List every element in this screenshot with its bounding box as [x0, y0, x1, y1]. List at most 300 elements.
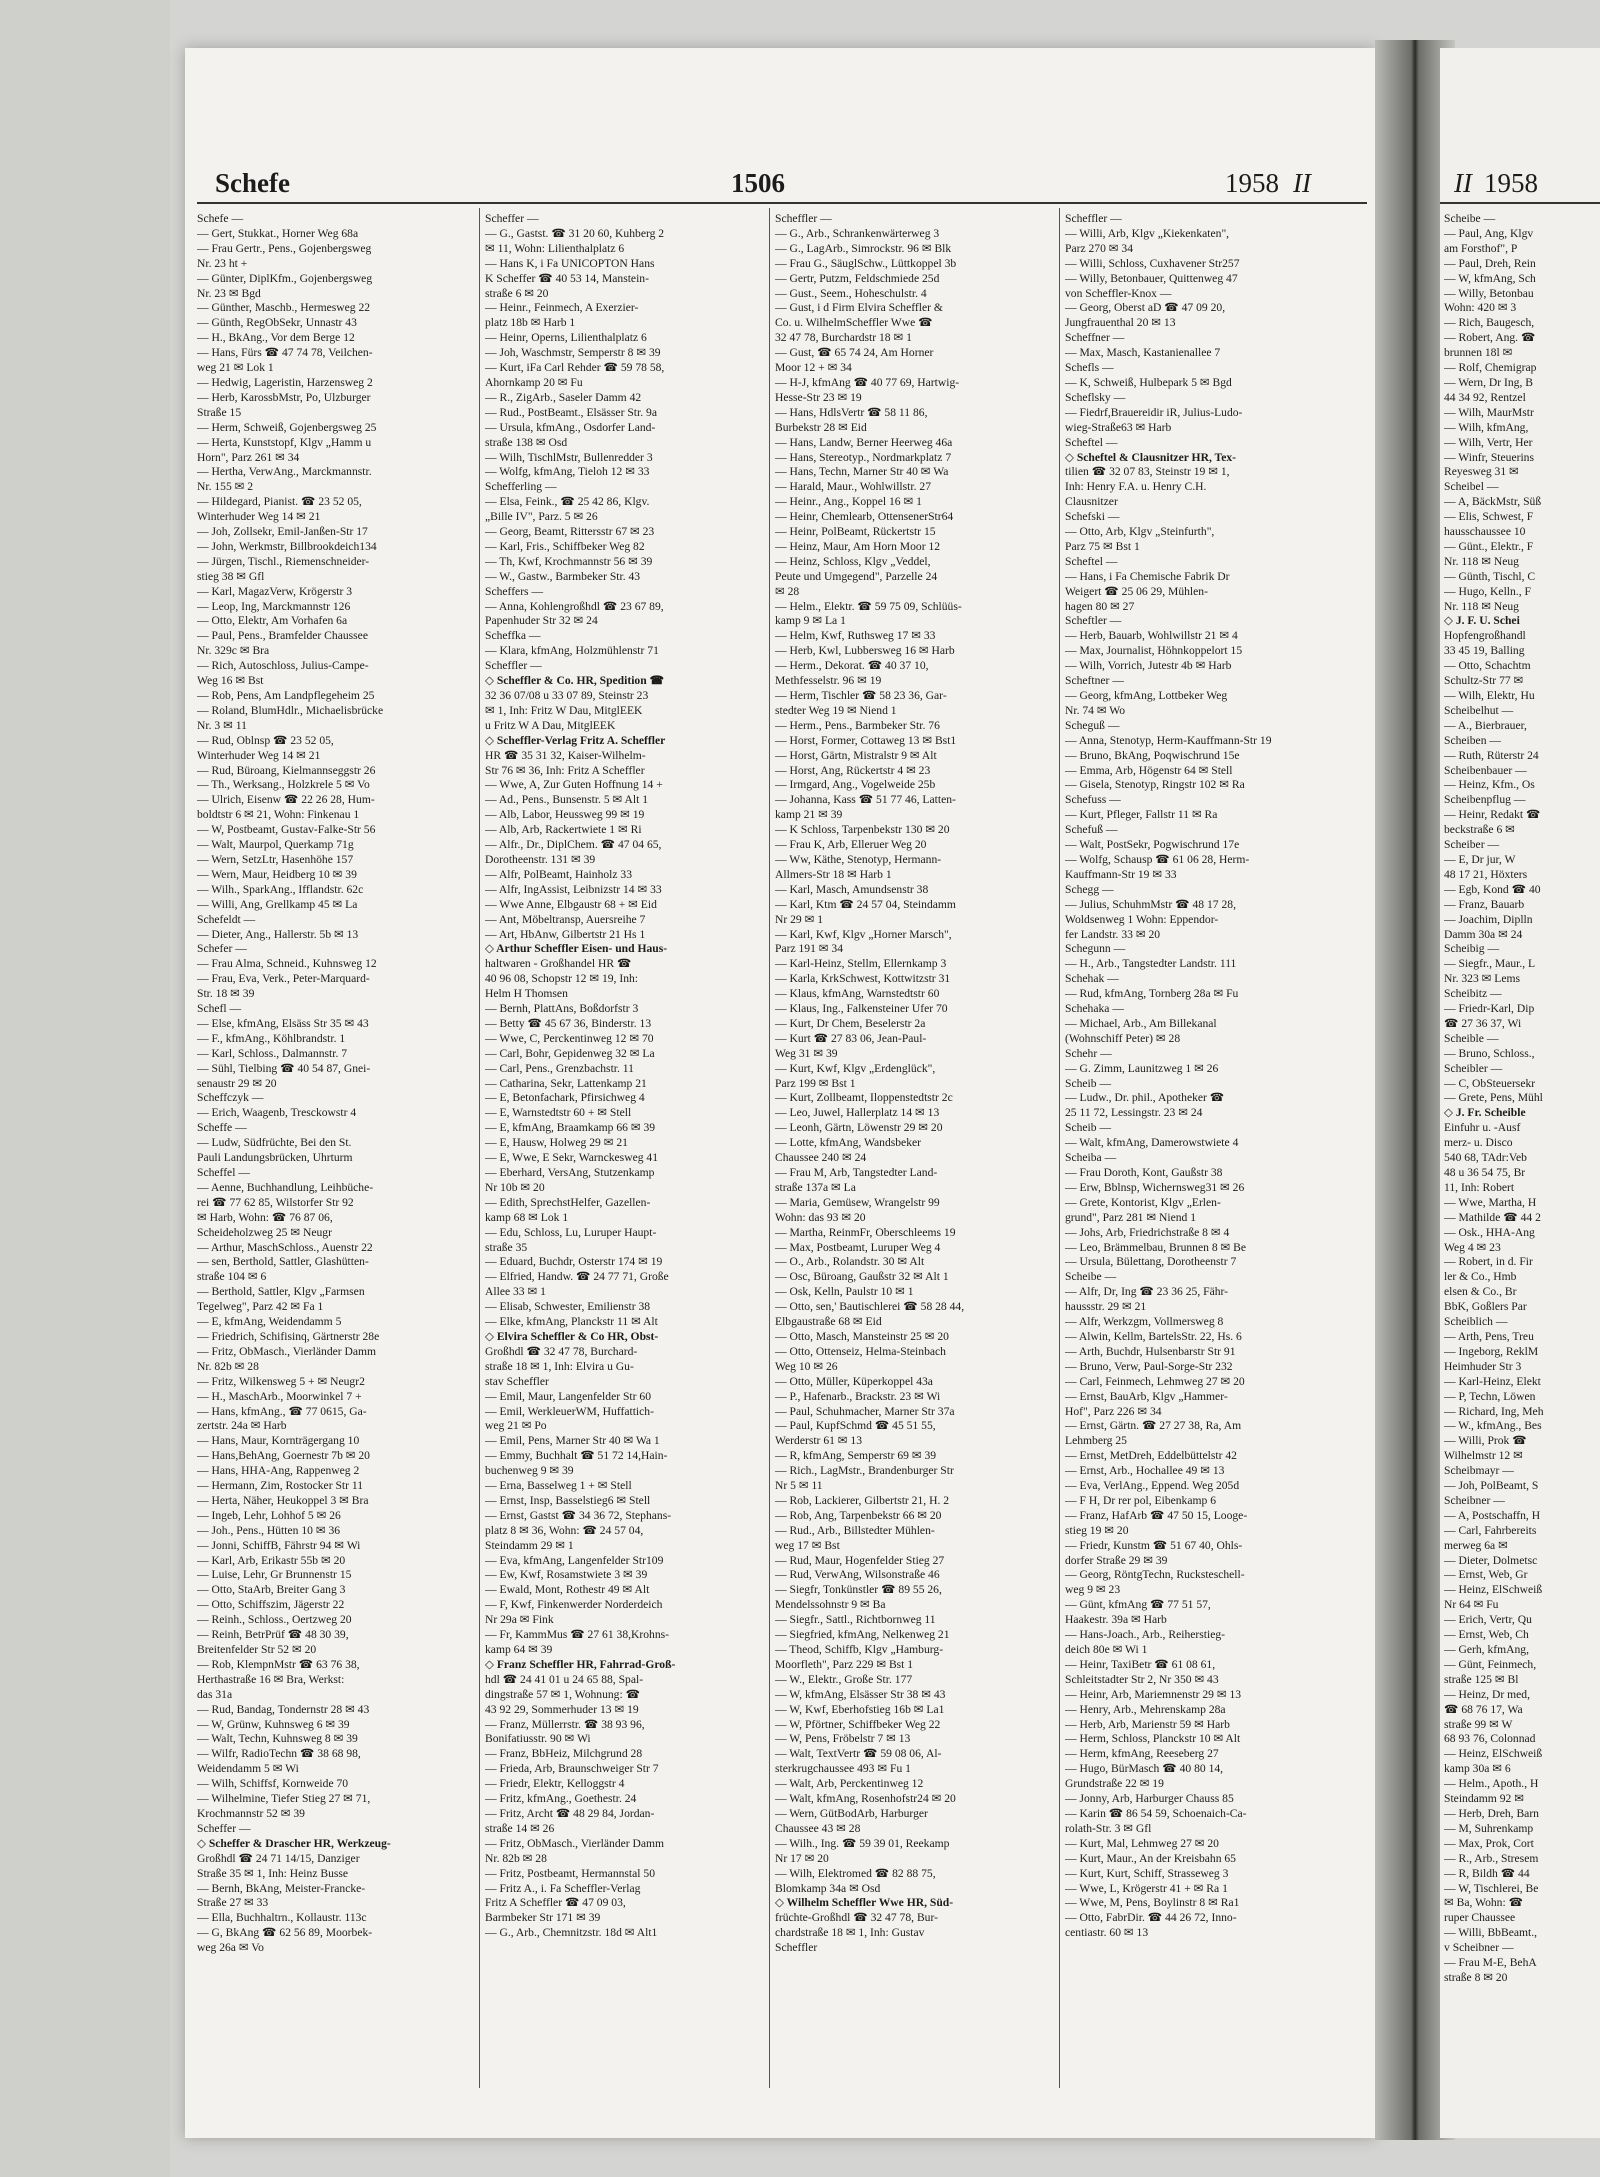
directory-entry-line: — W, Kwf, Eberhofstieg 16b ✉ La1: [775, 1702, 945, 1716]
directory-entry-line: — Klara, kfmAng, Holzmühlenstr 71: [485, 644, 659, 658]
directory-entry-line: — Max, Journalist, Höhnkoppelort 15: [1065, 644, 1243, 658]
directory-entry-line: straße 137a ✉ La: [775, 1180, 856, 1194]
directory-entry-line: straße 138 ✉ Osd: [485, 435, 568, 449]
directory-entry-line: merweg 6a ✉: [1444, 1538, 1508, 1552]
directory-entry-line: — Betty ☎ 45 67 36, Binderstr. 13: [485, 1016, 652, 1030]
directory-entry-line: — Reinh., Schloss., Oertzweg 20: [197, 1613, 352, 1627]
directory-entry-line: — Rud, VerwAng, Wilsonstraße 46: [775, 1568, 940, 1582]
directory-entry-line: Haakestr. 39a ✉ Harb: [1065, 1613, 1167, 1627]
directory-entry-line: — Wilhelmine, Tiefer Stieg 27 ✉ 71,: [197, 1792, 371, 1806]
directory-entry-line: haussstr. 29 ✉ 21: [1065, 1300, 1147, 1314]
directory-entry-line: Winterhuder Weg 14 ✉ 21: [197, 510, 321, 524]
directory-entry-line: — Harald, Maur., Wohlwillstr. 27: [775, 480, 931, 494]
directory-entry-line: — Alfr., Dr., DiplChem. ☎ 47 04 65,: [485, 838, 662, 852]
directory-entry-line: — Rich, Autoschloss, Julius-Campe-: [197, 659, 369, 673]
directory-entry-line: — Carl, Feinmech, Lehmweg 27 ✉ 20: [1065, 1374, 1245, 1388]
directory-entry-line: — Max, Masch, Kastanienallee 7: [1065, 346, 1221, 360]
directory-entry-line: — Franz, Müllerrstr. ☎ 38 93 96,: [485, 1717, 645, 1731]
directory-entry-line: Blomkamp 34a ✉ Osd: [775, 1881, 881, 1895]
directory-entry-line: — F., kfmAng., Köhlbrandstr. 1: [197, 1031, 346, 1045]
directory-entry-line: 44 34 92, Rentzel: [1444, 390, 1526, 404]
directory-entry-line: „Bille IV", Parz. 5 ✉ 26: [485, 510, 598, 524]
surname-heading: Scheib —: [1065, 1121, 1112, 1135]
surname-heading: Scheible —: [1444, 1031, 1499, 1045]
directory-entry-line: Hopfengroßhandl: [1444, 629, 1526, 643]
surname-heading: Scheffler —: [775, 212, 832, 225]
directory-entry-line: — Ursula, kfmAng., Osdorfer Land-: [485, 420, 656, 434]
directory-entry-line: — Ant, Möbeltransp, Auersreihe 7: [485, 912, 646, 926]
directory-entry-line: — K, Schweiß, Hulbepark 5 ✉ Bgd: [1065, 375, 1232, 389]
surname-heading: v Scheibner —: [1444, 1941, 1514, 1955]
directory-entry-line: — W, Grünw, Kuhnsweg 6 ✉ 39: [197, 1717, 350, 1731]
directory-entry-line: — Karl-Heinz, Elekt: [1444, 1374, 1541, 1388]
directory-entry-line: straße 35: [485, 1240, 528, 1254]
directory-entry-line: Nr 17 ✉ 20: [775, 1851, 829, 1865]
directory-entry-line: Nr. 74 ✉ Wo: [1065, 703, 1126, 717]
directory-entry-line: — Emil, Pens, Marner Str 40 ✉ Wa 1: [485, 1434, 660, 1448]
directory-entry-line: — E, kfmAng, Braamkamp 66 ✉ 39: [485, 1121, 656, 1135]
directory-entry-line: — Ernst, MetDreh, Eddelbüttelstr 42: [1065, 1449, 1237, 1463]
directory-entry-line: Allee 33 ✉ 1: [485, 1285, 546, 1299]
directory-entry-line: — Fiedrf,Brauereidir iR, Julius-Ludo-: [1065, 405, 1243, 419]
directory-entry-line: — Aenne, Buchhandlung, Leihbüche-: [197, 1180, 374, 1194]
directory-entry-line: — R., Arb., Stresem: [1444, 1851, 1539, 1865]
directory-entry-line: ☎ 68 76 17, Wa: [1444, 1702, 1523, 1716]
page-header-year: 1958: [1225, 168, 1279, 198]
directory-entry-line: — Wwe, Martha, H: [1444, 1195, 1537, 1209]
directory-entry-line: — Anna, Stenotyp, Herm-Kauffmann-Str 19: [1065, 733, 1272, 747]
directory-entry-line: Barmbeker Str 171 ✉ 39: [485, 1911, 601, 1925]
directory-entry-line: — Willi, Schloss, Cuxhavener Str257: [1065, 256, 1240, 270]
directory-entry-line: — Alfr, Werkzgm, Vollmersweg 8: [1065, 1315, 1224, 1329]
directory-entry-line: straße 125 ✉ Bl: [1444, 1672, 1519, 1686]
directory-entry-line: — Willi, Ang, Grellkamp 45 ✉ La: [197, 897, 358, 911]
directory-entry-line: Weg 4 ✉ 23: [1444, 1240, 1501, 1254]
directory-entry-line: — Wolfg, kfmAng, Tieloh 12 ✉ 33: [485, 465, 650, 479]
directory-entry-line: ◇ Scheffler & Co. HR, Spedition ☎: [485, 674, 665, 688]
directory-entry-line: — Hans, Landw, Berner Heerweg 46a: [775, 435, 953, 449]
directory-column-2: [485, 212, 760, 2082]
next-page-volume: II: [1454, 168, 1472, 198]
directory-entry-line: — Johs, Arb, Friedrichstraße 8 ✉ 4: [1065, 1225, 1230, 1239]
directory-entry-line: Straße 15: [197, 405, 242, 419]
directory-entry-line: — Leonh, Gärtn, Löwenstr 29 ✉ 20: [775, 1121, 943, 1135]
directory-entry-line: — Walt, kfmAng, Rosenhofstr24 ✉ 20: [775, 1792, 956, 1806]
directory-entry-line: — Heinr, Operns, Lilienthalplatz 6: [485, 331, 647, 345]
directory-entry-line: ruper Chaussee: [1444, 1911, 1516, 1925]
directory-entry-line: Kauffmann-Str 19 ✉ 33: [1065, 867, 1177, 881]
directory-entry-line: Steindamm 92 ✉: [1444, 1792, 1524, 1806]
directory-entry-line: — Walt, Techn, Kuhnsweg 8 ✉ 39: [197, 1732, 358, 1746]
directory-entry-line: Nr 10b ✉ 20: [485, 1180, 545, 1194]
surname-heading: Scheftner —: [1065, 674, 1124, 688]
directory-entry-line: — Karl, Ktm ☎ 24 57 04, Steindamm: [775, 897, 956, 911]
directory-entry-line: Fritz A Scheffler ☎ 47 09 03,: [485, 1896, 626, 1910]
directory-entry-line: — Eberhard, VersAng, Stutzenkamp: [485, 1166, 655, 1179]
surname-heading: Schefl —: [197, 1002, 242, 1016]
column-divider: [769, 208, 770, 2088]
directory-entry-line: — Ernst, Gärtn. ☎ 27 27 38, Ra, Am: [1065, 1419, 1242, 1433]
directory-entry-line: — Elfried, Handw. ☎ 24 77 71, Große: [485, 1270, 669, 1284]
directory-entry-line: — Wern, Maur, Heidberg 10 ✉ 39: [197, 867, 357, 881]
surname-heading: Scheffka —: [485, 629, 541, 643]
directory-entry-line: — Horst, Ang, Rückertstr 4 ✉ 23: [775, 763, 931, 777]
directory-entry-line: — Karin ☎ 86 54 59, Schoenaich-Ca-: [1065, 1806, 1247, 1820]
directory-column-4: [1065, 212, 1365, 2082]
directory-entry-line: — Wilh., Ing. ☎ 59 39 01, Reekamp: [775, 1836, 950, 1850]
directory-entry-line: — Gert, Stukkat., Horner Weg 68a: [197, 226, 359, 240]
directory-entry-line: — Joh., Pens., Hütten 10 ✉ 36: [197, 1523, 341, 1537]
column-divider: [479, 208, 480, 2088]
surname-heading: Scheibig —: [1444, 942, 1500, 956]
header-rule: [197, 202, 1367, 204]
directory-entry-line: — Karl, Kwf, Klgv „Horner Marsch",: [775, 927, 952, 941]
directory-entry-line: — Walt, PostSekr, Pogwischrund 17e: [1065, 838, 1240, 852]
surname-heading: Schehak —: [1065, 972, 1119, 986]
directory-entry-line: — Lotte, kfmAng, Wandsbeker: [775, 1136, 921, 1150]
directory-entry-line: — Mathilde ☎ 44 2: [1444, 1210, 1541, 1224]
directory-entry-line: Weigert ☎ 25 06 29, Mühlen-: [1065, 584, 1208, 598]
directory-entry-line: — H-J, kfmAng ☎ 40 77 69, Hartwig-: [775, 375, 960, 389]
surname-heading: Schefuss —: [1065, 793, 1121, 807]
directory-entry-line: — Gisela, Stenotyp, Ringstr 102 ✉ Ra: [1065, 778, 1245, 792]
directory-entry-line: — Luise, Lehr, Gr Brunnenstr 15: [197, 1568, 352, 1582]
directory-entry-line: — Heinr., Feinmech, A Exerzier-: [485, 301, 639, 315]
directory-entry-line: — Hans, kfmAng., ☎ 77 0615, Ga-: [197, 1404, 367, 1418]
directory-entry-line: — Georg, kfmAng, Lottbeker Weg: [1065, 689, 1228, 702]
scan-background-left: [0, 0, 170, 2177]
directory-entry-line: — Heinr., Ang., Koppel 16 ✉ 1: [775, 495, 922, 509]
surname-heading: Scheiba —: [1065, 1151, 1117, 1165]
directory-entry-line: — Fritz, ObMasch., Vierländer Damm: [197, 1344, 377, 1358]
directory-entry-line: — Otto, sen,' Bautischlerei ☎ 58 28 44,: [775, 1300, 965, 1314]
surname-heading: Scheiben —: [1444, 733, 1501, 747]
directory-entry-line: stieg 38 ✉ Gfl: [197, 569, 265, 583]
surname-heading: Scheflsky —: [1065, 390, 1126, 404]
directory-entry-line: — Klaus, kfmAng, Warnstedtstr 60: [775, 987, 940, 1001]
directory-entry-line: — Rob, KlempnMstr ☎ 63 76 38,: [197, 1657, 360, 1671]
directory-entry-line: — O., Arb., Rolandstr. 30 ✉ Alt: [775, 1255, 925, 1269]
directory-entry-line: — Elsa, Feink., ☎ 25 42 86, Klgv.: [485, 495, 650, 509]
directory-entry-line: ler & Co., Hmb: [1444, 1270, 1517, 1284]
directory-column-3: [775, 212, 1050, 2082]
directory-entry-line: — Wilh, kfmAng,: [1444, 420, 1529, 434]
directory-entry-line: — Wilh., SparkAng., Ifflandstr. 62c: [197, 882, 364, 896]
directory-entry-line: — Ad., Pens., Bunsenstr. 5 ✉ Alt 1: [485, 793, 649, 807]
directory-entry-line: — Wilh, Elektr, Hu: [1444, 689, 1535, 702]
directory-entry-line: — Arthur, MaschSchloss., Auenstr 22: [197, 1240, 373, 1254]
directory-entry-line: — Willi, BbBeamt.,: [1444, 1926, 1538, 1940]
directory-entry-line: Nr 29 ✉ 1: [775, 912, 824, 926]
directory-entry-line: — Herb, Dreh, Barn: [1444, 1806, 1539, 1820]
directory-entry-line: — Gust., Seem., Hoheschulstr. 4: [775, 286, 927, 300]
directory-entry-line: — Wwe, A, Zur Guten Hoffnung 14 +: [485, 778, 663, 792]
directory-entry-line: Krochmannstr 52 ✉ 39: [197, 1806, 305, 1820]
directory-entry-line: — Hildegard, Pianist. ☎ 23 52 05,: [197, 495, 362, 509]
directory-entry-line: ◇ Franz Scheffler HR, Fahrrad-Groß-: [485, 1657, 676, 1671]
directory-entry-line: — Paul, Ang, Klgv: [1444, 226, 1534, 240]
directory-entry-line: boldtstr 6 ✉ 21, Wohn: Finkenau 1: [197, 808, 360, 822]
directory-entry-line: Grundstraße 22 ✉ 19: [1065, 1777, 1164, 1791]
directory-entry-line: — Heinr, PolBeamt, Rückertstr 15: [775, 525, 936, 539]
directory-entry-line: — Erw, Bblnsp, Wichernsweg31 ✉ 26: [1065, 1180, 1245, 1194]
directory-entry-line: stav Scheffler: [485, 1374, 549, 1388]
directory-entry-line: — Fritz, Archt ☎ 48 29 84, Jordan-: [485, 1806, 655, 1820]
directory-entry-line: — Ella, Buchhaltrn., Kollaustr. 113c: [197, 1911, 367, 1925]
directory-entry-line: centiastr. 60 ✉ 13: [1065, 1926, 1149, 1940]
directory-entry-line: — Julius, SchuhmMstr ☎ 48 17 28,: [1065, 897, 1236, 911]
directory-entry-line: Weg 31 ✉ 39: [775, 1046, 838, 1060]
directory-entry-line: — Emmy, Buchhalt ☎ 51 72 14,Hain-: [485, 1449, 668, 1463]
directory-entry-line: — Alwin, Kellm, BartelsStr. 22, Hs. 6: [1065, 1329, 1242, 1343]
directory-entry-line: — Wwe, L, Krögerstr 41 + ✉ Ra 1: [1065, 1881, 1228, 1895]
directory-entry-line: weg 21 ✉ Lok 1: [197, 361, 274, 375]
directory-entry-line: — A, Postschaffn, H: [1444, 1508, 1541, 1522]
directory-entry-line: — Heinz, ElSchweiß: [1444, 1747, 1543, 1761]
surname-heading: Scheftel —: [1065, 554, 1118, 568]
directory-entry-line: Schultz-Str 77 ✉: [1444, 674, 1524, 688]
surname-heading: Schegunn —: [1065, 942, 1126, 956]
directory-entry-line: hdl ☎ 24 41 01 u 24 65 88, Spal-: [485, 1672, 644, 1686]
directory-entry-line: BbK, Goßlers Par: [1444, 1300, 1527, 1314]
directory-entry-line: — Hans, HHA-Ang, Rappenweg 2: [197, 1464, 360, 1478]
directory-entry-line: — Kurt, Mal, Lehmweg 27 ✉ 20: [1065, 1836, 1219, 1850]
directory-entry-line: — E, Betonfachark, Pfirsichweg 4: [485, 1091, 645, 1105]
directory-entry-line: — Kurt, Dr Chem, Beselerstr 2a: [775, 1016, 926, 1030]
directory-entry-line: Nr. 118 ✉ Neug: [1444, 554, 1519, 568]
directory-entry-line: — Max, Postbeamt, Luruper Weg 4: [775, 1240, 941, 1254]
directory-entry-line: — Ludw, Südfrüchte, Bei den St.: [197, 1136, 352, 1150]
directory-entry-line: straße 14 ✉ 26: [485, 1821, 555, 1835]
directory-entry-line: — Else, kfmAng, Elsäss Str 35 ✉ 43: [197, 1016, 369, 1030]
directory-entry-line: — Frau Alma, Schneid., Kuhnsweg 12: [197, 957, 377, 971]
directory-entry-line: — Emil, Maur, Langenfelder Str 60: [485, 1389, 651, 1403]
directory-entry-line: — Rolf, Chemigrap: [1444, 361, 1537, 375]
directory-entry-line: — Willi, Prok ☎: [1444, 1434, 1527, 1448]
directory-entry-line: deich 80e ✉ Wi 1: [1065, 1643, 1148, 1656]
directory-entry-line: — Franz, BbHeiz, Milchgrund 28: [485, 1747, 643, 1761]
directory-entry-line: — Friedr, Kunstm ☎ 51 67 40, Ohls-: [1065, 1538, 1243, 1552]
directory-entry-line: — Bruno, Verw, Paul-Sorge-Str 232: [1065, 1359, 1233, 1373]
directory-entry-line: Heimhuder Str 3: [1444, 1359, 1522, 1373]
surname-heading: Scheftel —: [1065, 435, 1118, 449]
directory-entry-line: — Bernh, BkAng, Meister-Francke-: [197, 1881, 366, 1895]
surname-heading: Scheibelhut —: [1444, 703, 1514, 717]
directory-entry-line: — Günter, DiplKfm., Gojenbergsweg: [197, 271, 373, 285]
directory-entry-line: — Bruno, Schloss.,: [1444, 1046, 1535, 1060]
directory-entry-line: Nr. 82b ✉ 28: [485, 1851, 547, 1865]
surname-heading: Scheftler —: [1065, 614, 1122, 628]
directory-entry-line: — Otto, Schachtm: [1444, 659, 1531, 673]
directory-entry-line: — Rob, Lackierer, Gilbertstr 21, H. 2: [775, 1493, 950, 1507]
directory-entry-line: — Rich., LagMstr., Brandenburger Str: [775, 1464, 954, 1478]
directory-entry-line: — A, BäckMstr, Süß: [1444, 495, 1542, 509]
directory-entry-line: — Alfr, PolBeamt, Hainholz 33: [485, 867, 633, 881]
directory-entry-line: — Erich, Waagenb, Tresckowstr 4: [197, 1106, 357, 1120]
directory-entry-line: — Willi, Arb, Klgv „Kiekenkaten",: [1065, 226, 1230, 240]
directory-entry-line: — Otto, Schiffszim, Jägerstr 22: [197, 1598, 345, 1612]
directory-entry-line: — Otto, StaArb, Breiter Gang 3: [197, 1583, 346, 1597]
surname-heading: von Scheffler-Knox —: [1065, 286, 1172, 300]
directory-entry-line: fer Landstr. 33 ✉ 20: [1065, 927, 1161, 941]
directory-entry-line: — Theod, Schiffb, Klgv „Hamburg-: [775, 1643, 944, 1656]
directory-entry-line: — Kurt ☎ 27 83 06, Jean-Paul-: [775, 1031, 927, 1045]
directory-entry-line: Großhdl ☎ 32 47 78, Burchard-: [485, 1344, 638, 1358]
directory-entry-line: Nr. 82b ✉ 28: [197, 1359, 259, 1373]
directory-entry-line: hausschaussee 10: [1444, 525, 1526, 539]
directory-entry-line: — Robert, Ang. ☎: [1444, 331, 1536, 345]
surname-heading: Scheffner —: [1065, 331, 1125, 345]
directory-entry-line: — Hugo, BürMasch ☎ 40 80 14,: [1065, 1762, 1224, 1776]
directory-entry-line: ◇ Elvira Scheffler & Co HR, Obst-: [485, 1329, 659, 1343]
directory-entry-line: kamp 21 ✉ 39: [775, 808, 843, 822]
directory-entry-line: — Hans,BehAng, Goernestr 7b ✉ 20: [197, 1449, 370, 1463]
directory-entry-line: — Eduard, Buchdr, Osterstr 174 ✉ 19: [485, 1255, 663, 1269]
directory-entry-line: — Dieter, Dolmetsc: [1444, 1553, 1538, 1567]
directory-entry-line: — H., MaschArb., Moorwinkel 7 +: [197, 1389, 362, 1403]
directory-entry-line: — Paul, Schuhmacher, Marner Str 37a: [775, 1404, 955, 1418]
directory-entry-line: straße 18 ✉ 1, Inh: Elvira u Gu-: [485, 1359, 634, 1373]
directory-entry-line: — W, Tischlerei, Be: [1444, 1881, 1539, 1895]
directory-entry-line: Straße 35 ✉ 1, Inh: Heinz Busse: [197, 1866, 349, 1880]
directory-entry-line: — Heinz, Kfm., Os: [1444, 778, 1535, 792]
directory-entry-line: — Franz, Bauarb: [1444, 897, 1525, 911]
directory-entry-line: — Wern, Dr Ing, B: [1444, 375, 1534, 389]
surname-heading: Scheiblich —: [1444, 1315, 1508, 1329]
directory-entry-line: — Alb, Arb, Rackertwiete 1 ✉ Ri: [485, 823, 642, 837]
directory-entry-line: 48 u 36 54 75, Br: [1444, 1166, 1526, 1179]
directory-entry-line: früchte-Großhdl ☎ 32 47 78, Bur-: [775, 1911, 938, 1925]
directory-entry-line: — Otto, Masch, Mansteinstr 25 ✉ 20: [775, 1329, 949, 1343]
directory-entry-line: — Helm, Kwf, Ruthsweg 17 ✉ 33: [775, 629, 936, 643]
directory-entry-line: Chaussee 43 ✉ 28: [775, 1821, 861, 1835]
directory-entry-line: — Roland, BlumHdlr., Michaelisbrücke: [197, 703, 384, 717]
directory-entry-line: Horn", Parz 261 ✉ 34: [197, 450, 300, 464]
directory-entry-line: Nr 64 ✉ Fu: [1444, 1598, 1499, 1612]
directory-entry-line: K Scheffer ☎ 40 53 14, Manstein-: [485, 271, 649, 285]
directory-entry-line: — Kurt, Maur., An der Kreisbahn 65: [1065, 1851, 1236, 1865]
directory-entry-line: — Carl, Fahrbereits: [1444, 1523, 1537, 1537]
directory-entry-line: — Wwe, C, Perckentinweg 12 ✉ 70: [485, 1031, 654, 1045]
surname-heading: Scheguß —: [1065, 718, 1120, 732]
directory-entry-line: — Osc, Büroang, Gaußstr 32 ✉ Alt 1: [775, 1270, 949, 1284]
directory-entry-line: zertstr. 24a ✉ Harb: [197, 1419, 287, 1433]
directory-entry-line: ◇ Scheftel & Clausnitzer HR, Tex-: [1065, 450, 1237, 464]
directory-entry-line: — Winfr, Steuerins: [1444, 450, 1534, 464]
directory-entry-line: — Paul, KupfSchmd ☎ 45 51 55,: [775, 1419, 936, 1433]
directory-entry-line: — Alfr, IngAssist, Leibnizstr 14 ✉ 33: [485, 882, 662, 896]
directory-entry-line: — Gust, i d Firm Elvira Scheffler &: [775, 301, 943, 315]
directory-entry-line: ◇ J. F. U. Schei: [1444, 614, 1520, 628]
directory-entry-line: — Wilfr, RadioTechn ☎ 38 68 98,: [197, 1747, 361, 1761]
directory-entry-line: Methfesselstr. 96 ✉ 19: [775, 674, 882, 688]
directory-entry-line: tilien ☎ 32 07 83, Steinstr 19 ✉ 1,: [1065, 465, 1230, 479]
directory-entry-line: Ahornkamp 20 ✉ Fu: [485, 375, 583, 389]
directory-entry-line: 43 92 29, Sommerhuder 13 ✉ 19: [485, 1702, 639, 1716]
directory-entry-line: weg 9 ✉ 23: [1065, 1583, 1121, 1597]
directory-entry-line: — Gust, ☎ 65 74 24, Am Horner: [775, 346, 934, 360]
directory-entry-line: — Berthold, Sattler, Klgv „Farmsen: [197, 1285, 365, 1299]
directory-entry-line: — Henry, Arb., Mehrenskamp 28a: [1065, 1702, 1226, 1716]
directory-entry-line: ✉ 11, Wohn: Lilienthalplatz 6: [485, 241, 625, 255]
directory-entry-line: — F, Kwf, Finkenwerder Norderdeich: [485, 1598, 663, 1612]
directory-entry-line: — G., Gastst. ☎ 31 20 60, Kuhberg 2: [485, 226, 665, 240]
directory-entry-line: kamp 9 ✉ La 1: [775, 614, 846, 628]
directory-entry-line: — Hedwig, Lageristin, Harzensweg 2: [197, 375, 373, 389]
directory-entry-line: — Erna, Basselweg 1 + ✉ Stell: [485, 1479, 632, 1493]
directory-entry-line: — Max, Prok, Cort: [1444, 1836, 1534, 1850]
directory-entry-line: 32 36 07/08 u 33 07 89, Steinstr 23: [485, 689, 649, 702]
surname-heading: Scheffe —: [197, 1121, 247, 1135]
page-number: 1506: [731, 168, 785, 198]
directory-entry-line: brunnen 18l ✉: [1444, 346, 1513, 360]
directory-entry-line: — Joh, Waschmstr, Semperstr 8 ✉ 39: [485, 346, 661, 360]
directory-entry-line: Lehmberg 25: [1065, 1434, 1127, 1448]
directory-entry-line: — Rud., Arb., Billstedter Mühlen-: [775, 1523, 935, 1537]
directory-entry-line: Helm H Thomsen: [485, 987, 568, 1001]
directory-entry-line: — Siegfr., Maur., L: [1444, 957, 1536, 971]
directory-entry-line: — G, BkAng ☎ 62 56 89, Moorbek-: [197, 1926, 373, 1940]
directory-entry-line: — G., LagArb., Simrockstr. 96 ✉ Blk: [775, 241, 952, 255]
directory-entry-line: Großhdl ☎ 24 71 14/15, Danziger: [197, 1851, 360, 1865]
directory-entry-line: — Alb, Labor, Heussweg 99 ✉ 19: [485, 808, 645, 822]
surname-heading: Scheffers —: [485, 584, 544, 598]
directory-entry-line: — Günt., Elektr., F: [1444, 539, 1534, 553]
directory-entry-line: — M, Suhrenkamp: [1444, 1821, 1534, 1835]
directory-entry-line: wieg-Straße63 ✉ Harb: [1065, 420, 1172, 434]
directory-entry-line: Elbgaustraße 68 ✉ Eid: [775, 1315, 882, 1329]
directory-entry-line: — Kurt, Kurt, Schiff, Strasseweg 3: [1065, 1866, 1229, 1880]
directory-entry-line: — Kurt, Zollbeamt, Iloppenstedtstr 2c: [775, 1091, 953, 1105]
directory-entry-line: — E, Dr jur, W: [1444, 852, 1516, 866]
surname-heading: Scheffler —: [1065, 212, 1122, 225]
directory-entry-line: (Wohnschiff Peter) ✉ 28: [1065, 1031, 1181, 1045]
directory-entry-line: — Horst, Gärtn, Mistralstr 9 ✉ Alt: [775, 748, 937, 762]
directory-entry-line: — W, kfmAng, Elsässer Str 38 ✉ 43: [775, 1687, 946, 1701]
directory-entry-line: — Helm., Apoth., H: [1444, 1777, 1539, 1791]
directory-entry-line: straße 99 ✉ W: [1444, 1717, 1513, 1731]
directory-entry-line: weg 17 ✉ Bst: [775, 1538, 840, 1552]
directory-entry-line: — Sühl, Tielbing ☎ 40 54 87, Gnei-: [197, 1061, 371, 1075]
directory-entry-line: — G. Zimm, Launitzweg 1 ✉ 26: [1065, 1061, 1219, 1075]
directory-entry-line: — K Schloss, Tarpenbekstr 130 ✉ 20: [775, 823, 950, 837]
directory-entry-line: — Rud, Bandag, Tondernstr 28 ✉ 43: [197, 1702, 370, 1716]
directory-entry-line: — Joh, PolBeamt, S: [1444, 1479, 1539, 1493]
directory-entry-line: — Horst, Former, Cottaweg 13 ✉ Bst1: [775, 733, 957, 747]
directory-entry-line: — Ursula, Bülettang, Dorotheenstr 7: [1065, 1255, 1237, 1269]
directory-entry-line: haltwaren - Großhandel HR ☎: [485, 957, 632, 971]
directory-entry-line: — Ernst, Web, Gr: [1444, 1568, 1528, 1582]
directory-entry-line: kamp 30a ✉ 6: [1444, 1762, 1511, 1776]
directory-entry-line: — Ruth, Rüterstr 24: [1444, 748, 1539, 762]
directory-entry-line: — Willy, Betonbau: [1444, 286, 1534, 300]
directory-entry-line: — Rud., PostBeamt., Elsässer Str. 9a: [485, 405, 657, 419]
directory-entry-line: 11, Inh: Robert: [1444, 1180, 1515, 1194]
directory-column-1: [197, 212, 472, 2082]
directory-entry-line: — Wilh, Schiffsf, Kornweide 70: [197, 1777, 349, 1791]
directory-entry-line: stedter Weg 19 ✉ Niend 1: [775, 703, 897, 717]
directory-entry-line: — Jonni, SchiffB, Fährstr 94 ✉ Wi: [197, 1538, 361, 1552]
directory-entry-line: ☎ 27 36 37, Wi: [1444, 1016, 1522, 1030]
directory-entry-line: — Rob, Pens, Am Landpflegeheim 25: [197, 689, 375, 702]
directory-entry-line: Moor 12 + ✉ 34: [775, 361, 852, 375]
directory-entry-line: Clausnitzer: [1065, 495, 1118, 509]
directory-entry-line: — Herb, Bauarb, Wohlwillstr 21 ✉ 4: [1065, 629, 1238, 643]
directory-entry-line: Inh: Henry F.A. u. Henry C.H.: [1065, 480, 1207, 494]
directory-entry-line: dingstraße 57 ✉ 1, Wohnung: ☎: [485, 1687, 641, 1701]
directory-entry-line: — Dieter, Ang., Hallerstr. 5b ✉ 13: [197, 927, 359, 941]
page-header-volume: II: [1293, 168, 1311, 198]
